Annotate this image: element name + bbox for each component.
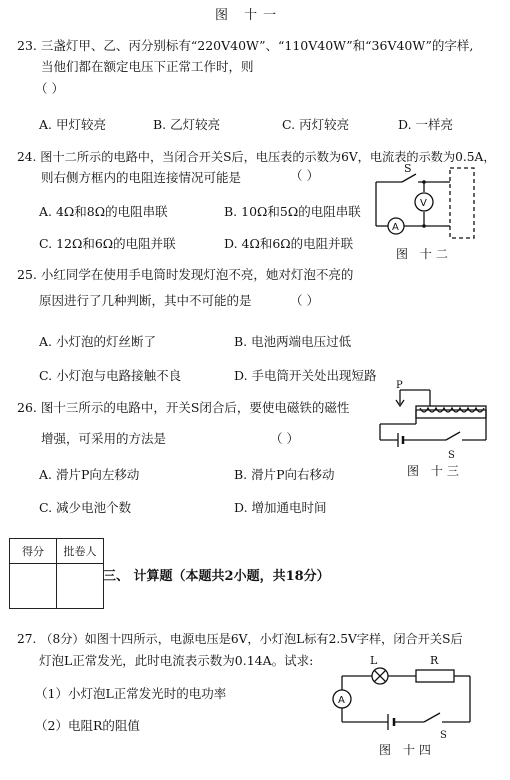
q27-line2: 灯泡L正常发光，此时电流表示数为0.14A。试求:	[39, 653, 314, 668]
q25-answer-paren: （ ）	[290, 293, 319, 308]
score-table	[9, 538, 104, 609]
fig12-switch-label: S	[404, 162, 412, 175]
q24-option-a: A. 4Ω和8Ω的电阻串联	[39, 204, 168, 219]
q26-option-c: C. 减少电池个数	[39, 500, 132, 515]
q25-option-a: A. 小灯泡的灯丝断了	[39, 334, 156, 349]
fig12-ammeter-label: A	[392, 222, 399, 233]
q23-line2: 当他们都在额定电压下正常工作时，则	[41, 59, 254, 74]
q24-line1: 24. 图十二所示的电路中，当闭合开关S后，电压表的示数为6V，电流表的示数为0.5A，	[17, 150, 496, 164]
fig12-voltmeter-label: V	[420, 198, 427, 209]
fig13-switch-label: S	[448, 450, 455, 461]
q24-option-b: B. 10Ω和5Ω的电阻串联	[224, 204, 361, 219]
q25-option-c: C. 小灯泡与电路接触不良	[39, 368, 182, 383]
q25-line1: 25. 小红同学在使用手电筒时发现灯泡不亮，她对灯泡不亮的	[17, 267, 354, 282]
q27-line1: 27. （8分）如图十四所示，电源电压是6V，小灯泡L标有2.5V字样，闭合开关S后	[17, 632, 463, 646]
fig14-switch-label: S	[440, 730, 447, 741]
q23-answer-paren: （ ）	[35, 81, 64, 96]
fig12-caption: 图 十二	[396, 247, 452, 261]
fig13-caption: 图 十三	[407, 464, 463, 478]
figure-14-circuit	[324, 652, 504, 752]
dashed-box	[450, 168, 474, 238]
q25-option-b: B. 电池两端电压过低	[234, 334, 352, 349]
q23-option-b: B. 乙灯较亮	[153, 117, 221, 132]
grader-header: 批卷人	[57, 539, 104, 564]
q23-option-c: C. 丙灯较亮	[282, 117, 350, 132]
q26-line1: 26. 图十三所示的电路中，开关S闭合后，要使电磁铁的磁性	[17, 400, 350, 415]
section3-title: 三、 计算题（本题共2小题，共18分）	[103, 569, 330, 584]
fig14-caption: 图 十四	[379, 743, 435, 757]
grader-cell[interactable]	[57, 564, 104, 609]
fig14-ammeter-label: A	[338, 695, 345, 706]
q23-option-a: A. 甲灯较亮	[39, 117, 106, 132]
figure-12-circuit	[372, 160, 502, 270]
q27-sub2: （2）电阻R的阻值	[35, 718, 140, 733]
q26-option-b: B. 滑片P向右移动	[234, 467, 335, 482]
fig13-slider-label: P	[396, 380, 403, 391]
q26-answer-paren: （ ）	[270, 431, 299, 446]
q26-line2: 增强，可采用的方法是	[41, 431, 167, 446]
q27-sub1: （1）小灯泡L正常发光时的电功率	[35, 686, 227, 701]
q23-option-d: D. 一样亮	[398, 117, 454, 132]
figure-13-circuit	[376, 380, 501, 464]
q24-option-d: D. 4Ω和6Ω的电阻并联	[224, 236, 354, 251]
q26-option-a: A. 滑片P向左移动	[39, 467, 140, 482]
q24-answer-paren: （ ）	[290, 168, 319, 183]
q25-line2: 原因进行了几种判断，其中不可能的是	[39, 293, 252, 308]
q26-option-d: D. 增加通电时间	[234, 500, 327, 515]
figure-11-caption: 图 十一	[215, 8, 283, 23]
fig14-lamp-label: L	[370, 654, 378, 667]
q25-option-d: D. 手电筒开关处出现短路	[234, 368, 377, 383]
score-cell[interactable]	[10, 564, 57, 609]
score-header: 得分	[10, 539, 57, 564]
q23-line1: 23. 三盏灯甲、乙、丙分别标有“220V40W”、“110V40W”和“36V40W”的字样,	[17, 38, 474, 53]
q24-option-c: C. 12Ω和6Ω的电阻并联	[39, 236, 176, 251]
q24-line2: 则右侧方框内的电阻连接情况可能是	[41, 170, 242, 185]
fig14-resistor-label: R	[430, 654, 439, 667]
